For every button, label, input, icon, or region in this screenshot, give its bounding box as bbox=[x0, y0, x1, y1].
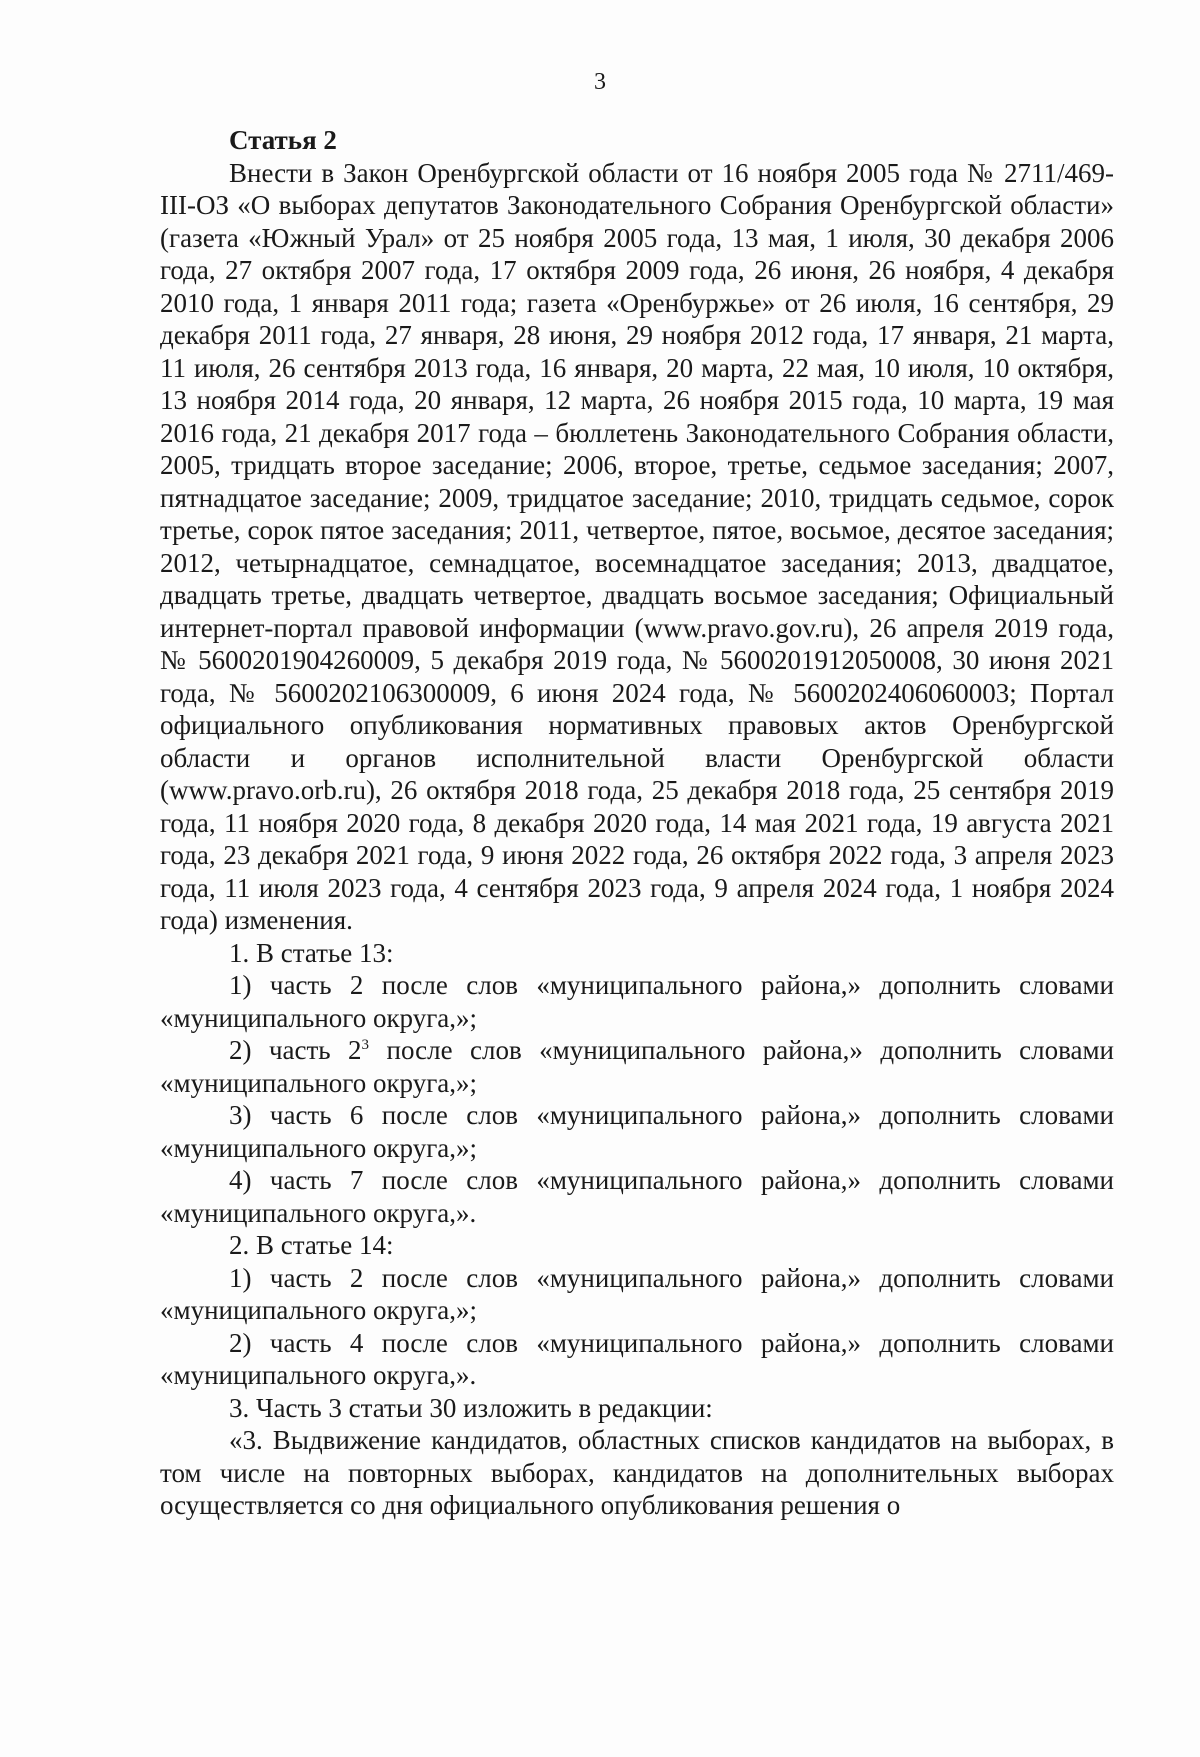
section-2-title: 2. В статье 14: bbox=[229, 1230, 394, 1260]
section-2-item-2: 2) часть 4 после слов «муниципального района,» дополнить словами «муниципального округа,». bbox=[160, 1327, 1114, 1390]
document-body bbox=[160, 124, 1114, 1522]
section-1-item-2-start: 2) часть 2 bbox=[229, 1035, 362, 1065]
page-number: 3 bbox=[594, 69, 606, 95]
intro-paragraph: Внести в Закон Оренбургской области от 16 ноября 2005 года № 2711/469-III-ОЗ «О выборах депутатов Законодательного Собрания Оренбургской области» (газета «Южный Урал» от 25 ноября 2005 года, 13 мая, 1 июля, 30 декабря 2006 года, 27 октября 2007 года, 17 октября 2009 года, 26 июня, 26 ноября, 4 декабря 2010 года, 1 января 2011 года; газета «Оренбуржье» от 26 июля, 16 сентября, 29 декабря 2011 года, 27 января, 28 июня, 29 ноября 2012 года, 17 января, 21 марта, 11 июля, 26 сентября 2013 года, 16 января, 20 марта, 22 мая, 10 июля, 10 октября, 13 ноября 2014 года, 20 января, 12 марта, 26 ноября 2015 года, 10 марта, 19 мая 2016 года, 21 декабря 2017 года – бюллетень Законодательного Собрания области, 2005, тридцать второе заседание; 2006, второе, третье, седьмое заседания; 2007, пятнадцатое заседание; 2009, тридцатое заседание; 2010, тридцать седьмое, сорок третье, сорок пятое заседания; 2011, четвертое, пятое, восьмое, десятое заседания; 2012, четырнадцатое, семнадцатое, восемнадцатое заседания; 2013, двадцатое, двадцать третье, двадцать четвертое, двадцать восьмое заседания; Официальный интернет-портал правовой информации (www.pravo.gov.ru), 26 апреля 2019 года, № 5600201904260009, 5 декабря 2019 года, № 5600201912050008, 30 июня 2021 года, № 5600202106300009, 6 июня 2024 года, № 5600202406060003; Портал официального опубликования нормативных правовых актов Оренбургской области и органов исполнительной власти Оренбургской области (www.pravo.orb.ru), 26 октября 2018 года, 25 декабря 2018 года, 25 сентября 2019 года, 11 ноября 2020 года, 8 декабря 2020 года, 14 мая 2021 года, 19 августа 2021 года, 23 декабря 2021 года, 9 июня 2022 года, 26 октября 2022 года, 3 апреля 2023 года, 11 июля 2023 года, 4 сентября 2023 года, 9 апреля 2024 года, 1 ноября 2024 года) изменения. bbox=[160, 157, 1114, 935]
article-heading: Статья 2 bbox=[229, 125, 337, 155]
section-3-text: «3. Выдвижение кандидатов, областных списков кандидатов на выборах, в том числе на повторных выборах, кандидатов на дополнительных выборах осуществляется со дня официального опубликования решения о bbox=[160, 1425, 1114, 1520]
section-1-item-1: 1) часть 2 после слов «муниципального района,» дополнить словами «муниципального округа,»; bbox=[160, 970, 1114, 1033]
section-1-title: 1. В статье 13: bbox=[229, 937, 394, 968]
section-1-item-2-rest: после слов «муниципального района,» дополнить словами «муниципального округа,»; bbox=[160, 1035, 1114, 1098]
section-1-item-3: 3) часть 6 после слов «муниципального района,» дополнить словами «муниципального округа,»; bbox=[160, 1100, 1114, 1163]
section-1-item-4: 4) часть 7 после слов «муниципального района,» дополнить словами «муниципального округа,». bbox=[160, 1165, 1114, 1228]
superscript-3: 3 bbox=[361, 1037, 370, 1053]
section-1-item-2 bbox=[160, 1034, 1114, 1099]
section-2-item-1: 1) часть 2 после слов «муниципального района,» дополнить словами «муниципального округа,»; bbox=[160, 1262, 1114, 1325]
section-3-title: 3. Часть 3 статьи 30 изложить в редакции: bbox=[229, 1392, 713, 1423]
